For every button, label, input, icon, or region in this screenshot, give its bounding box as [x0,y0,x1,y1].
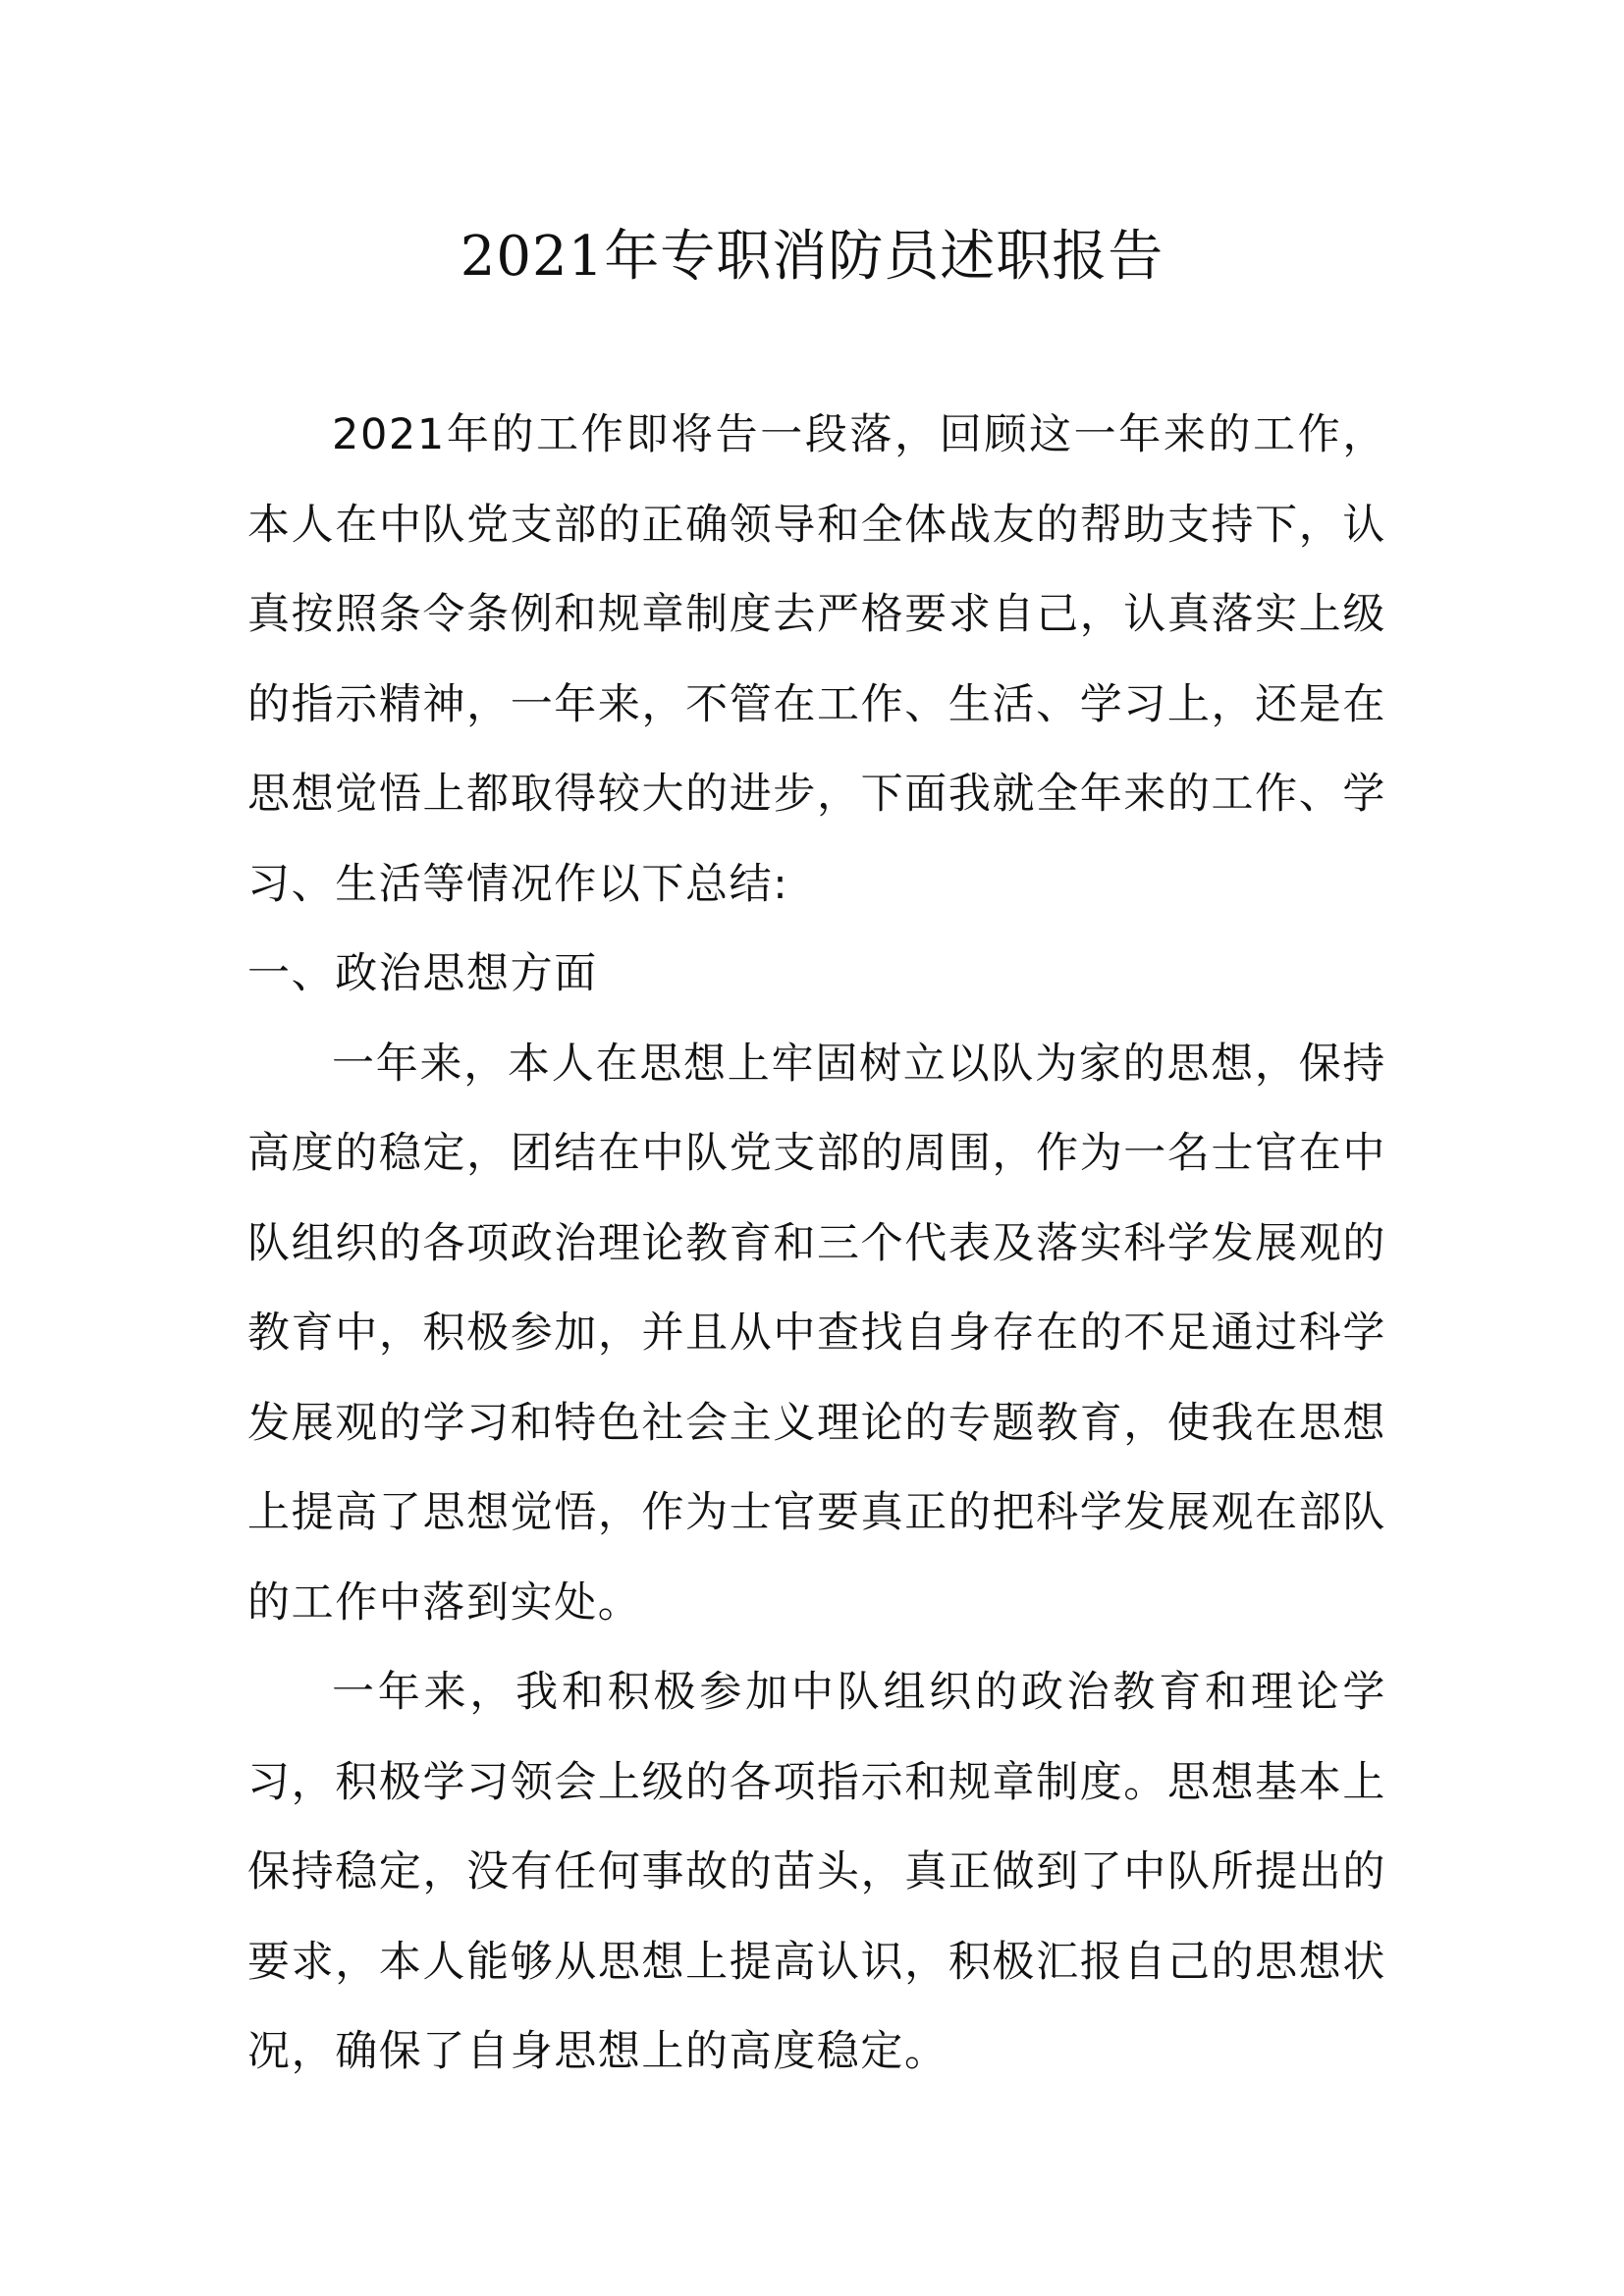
document-title: 2021年专职消防员述职报告 [460,225,1164,289]
body-paragraph: 一年来，本人在思想上牢固树立以队为家的思想，保持高度的稳定，团结在中队党支部的周围，作为一名士官在中队组织的各项政治理论教育和三个代表及落实科学发展观的教育中，积极参加，并且从中查找自身存在的不足通过科学发展观的学习和特色社会主义理论的专题教育，使我在思想上提高了思想觉悟，作为士官要真正的把科学发展观在部队的工作中落到实处。 [247,1039,1386,1628]
body-paragraph: 一年来，我和积极参加中队组织的政治教育和理论学习，积极学习领会上级的各项指示和规章制度。思想基本上保持稳定，没有任何事故的苗头，真正做到了中队所提出的要求，本人能够从思想上提高认识，积极汇报自己的思想状况，确保了自身思想上的高度稳定。 [247,1668,1386,2076]
intro-paragraph: 2021年的工作即将告一段落，回顾这一年来的工作，本人在中队党支部的正确领导和全体战友的帮助支持下，认真按照条令条例和规章制度去严格要求自己，认真落实上级的指示精神，一年来，不管在工作、生活、学习上，还是在思想觉悟上都取得较大的进步，下面我就全年来的工作、学习、生活等情况作以下总结: [247,410,1386,909]
section-heading: 一、政治思想方面 [247,949,598,998]
document-body [247,391,1386,2098]
